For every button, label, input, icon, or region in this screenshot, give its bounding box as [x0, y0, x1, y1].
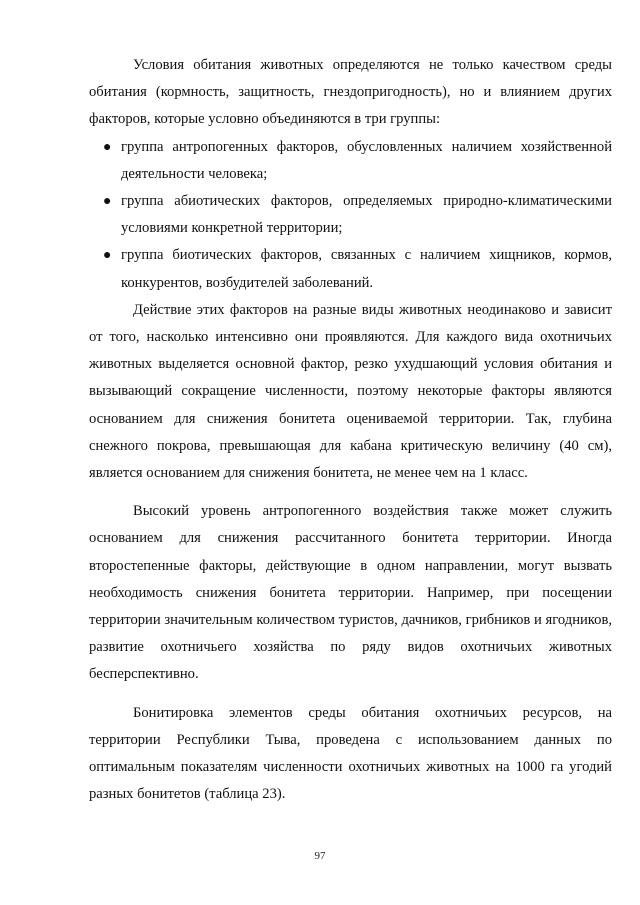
list-item-text: группа абиотических факторов, определяемых природно-климатическими условиями конкретной территории; [121, 193, 612, 237]
list-item-text: группа биотических факторов, связанных с наличием хищников, кормов, конкурентов, возбудителей заболеваний. [121, 247, 612, 291]
document-page [89, 52, 612, 808]
bullet-icon: ● [103, 248, 112, 264]
paragraph-bonitation: Бонитировка элементов среды обитания охотничьих ресурсов, на территории Республики Тыва, проведена с использованием данных по оптимальным показателям численности охотничьих животных на 1000 га угодий разных бонитетов (таблица 23). [89, 704, 612, 803]
bullet-icon: ● [103, 194, 112, 210]
paragraph-factor-action: Действие этих факторов на разные виды животных неодинаково и зависит от того, насколько интенсивно они проявляются. Для каждого вида охотничьих животных выделяется основной фактор, резко ухудшающий условия обитания и вызывающий сокращение численности, поэтому некоторые факторы являются основанием для снижения бонитета оцениваемой территории. Так, глубина снежного покрова, превышающая для кабана критическую величину (40 см), является основанием для снижения бонитета, не менее чем на 1 класс. [89, 301, 612, 482]
paragraph-gap [89, 487, 612, 498]
paragraph-intro: Условия обитания животных определяются не только качеством среды обитания (кормность, защитность, гнездопригодность), но и влиянием других факторов, которые условно объединяются в три группы: [89, 57, 612, 128]
list-item [89, 134, 612, 188]
list-item [89, 242, 612, 296]
page-number: 97 [314, 850, 326, 862]
paragraph-anthropogenic: Высокий уровень антропогенного воздействия также может служить основанием для снижения рассчитанного бонитета территории. Иногда второстепенные факторы, действующие в одном направлении, могут вызвать необходимость снижения бонитета территории. Например, при посещении территории значительным количеством туристов, дачников, грибников и ягодников, развитие охотничьего хозяйства по ряду видов охотничьих животных бесперспективно. [89, 503, 612, 683]
paragraph-gap [89, 689, 612, 700]
factor-groups-list [89, 134, 612, 297]
list-item [89, 188, 612, 242]
list-item-text: группа антропогенных факторов, обусловленных наличием хозяйственной деятельности человека; [121, 138, 612, 182]
bullet-icon: ● [103, 139, 112, 155]
